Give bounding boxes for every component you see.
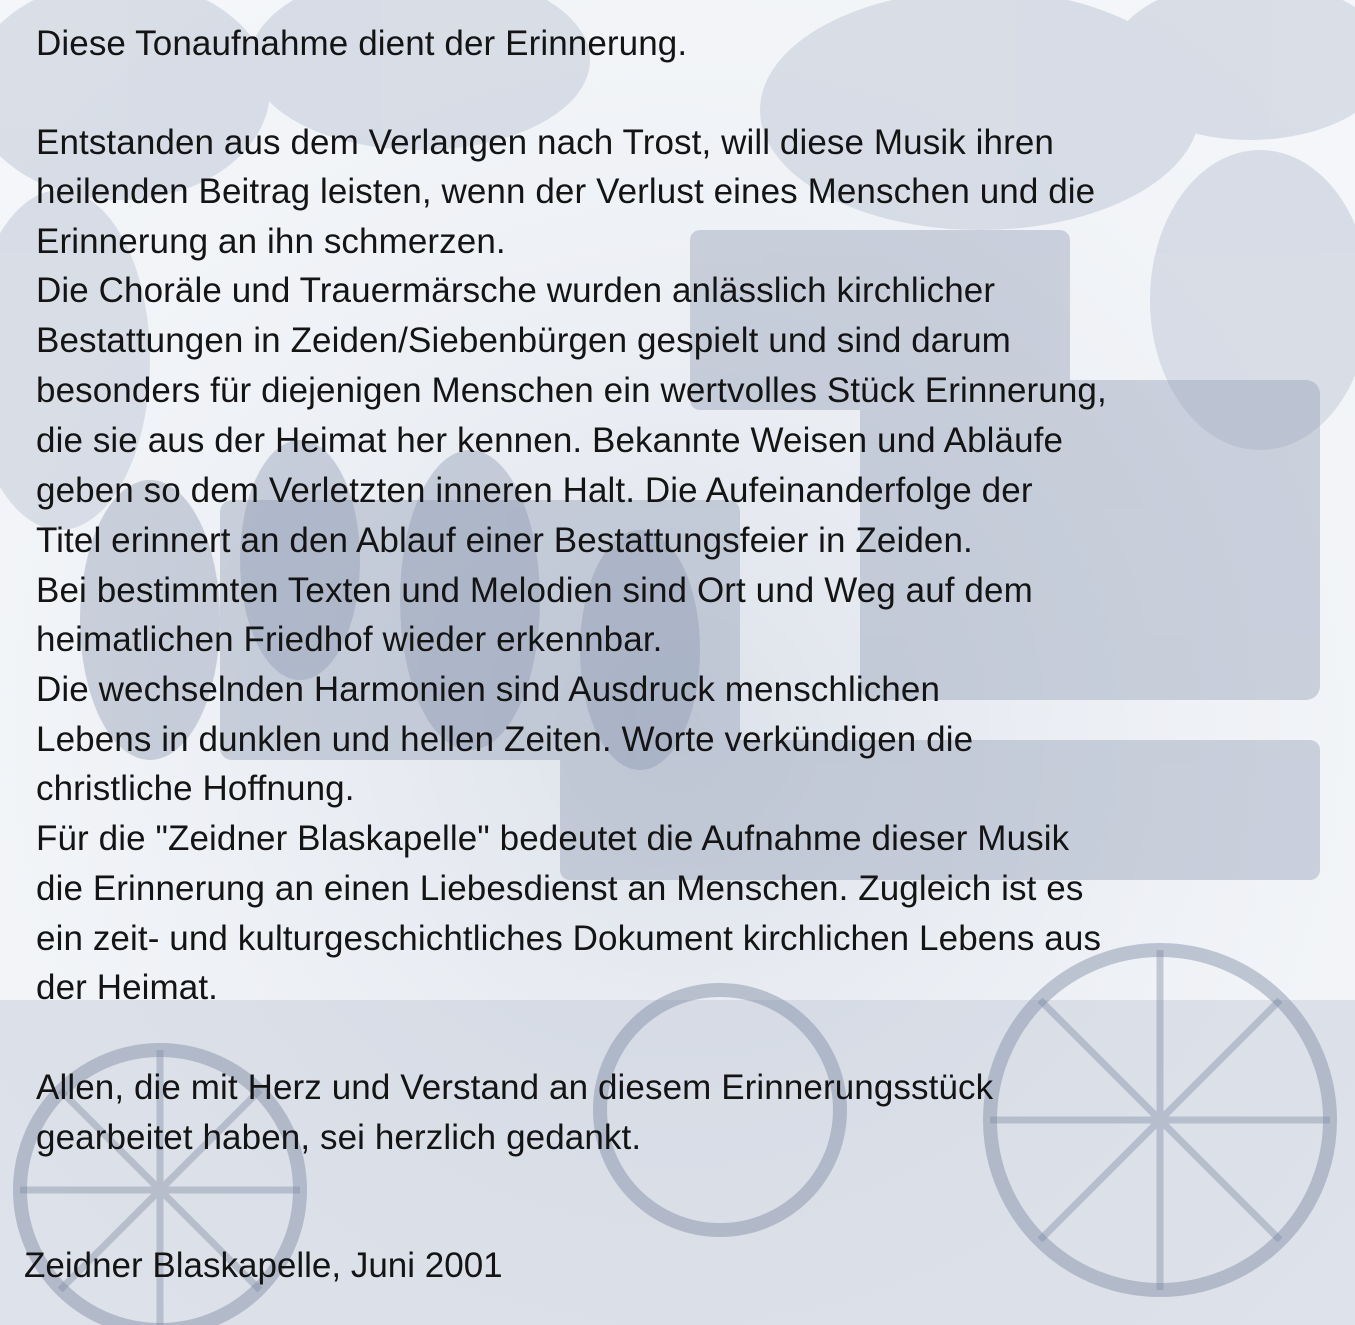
text-line: Erinnerung an ihn schmerzen. bbox=[36, 222, 506, 261]
text-line: Entstanden aus dem Verlangen nach Trost, will diese Musik ihren bbox=[36, 123, 1054, 162]
text-line: gearbeitet haben, sei herzlich gedankt. bbox=[36, 1118, 642, 1157]
text-line: besonders für diejenigen Menschen ein wertvolles Stück Erinnerung, bbox=[36, 371, 1107, 410]
text-line: heilenden Beitrag leisten, wenn der Verlust eines Menschen und die bbox=[36, 172, 1096, 211]
text-line: ein zeit- und kulturgeschichtliches Dokument kirchlichen Lebens aus bbox=[36, 919, 1102, 958]
text-line: der Heimat. bbox=[36, 968, 218, 1007]
text-line: die Erinnerung an einen Liebesdienst an Menschen. Zugleich ist es bbox=[36, 869, 1084, 908]
text-line: Bei bestimmten Texten und Melodien sind Ort und Weg auf dem bbox=[36, 571, 1033, 610]
text-line: Die wechselnden Harmonien sind Ausdruck menschlichen bbox=[36, 670, 941, 709]
text-line: die sie aus der Heimat her kennen. Bekannte Weisen und Abläufe bbox=[36, 421, 1064, 460]
text-line: Die Choräle und Trauermärsche wurden anlässlich kirchlicher bbox=[36, 271, 996, 310]
text-line: Bestattungen in Zeiden/Siebenbürgen gespielt und sind darum bbox=[36, 321, 1011, 360]
text-line: Diese Tonaufnahme dient der Erinnerung. bbox=[36, 24, 688, 63]
text-line: geben so dem Verletzten inneren Halt. Die Aufeinanderfolge der bbox=[36, 471, 1033, 510]
text-line: Allen, die mit Herz und Verstand an diesem Erinnerungsstück bbox=[36, 1068, 994, 1107]
text-line: heimatlichen Friedhof wieder erkennbar. bbox=[36, 620, 663, 659]
text-line: Für die "Zeidner Blaskapelle" bedeutet die Aufnahme dieser Musik bbox=[36, 819, 1070, 858]
text-line: christliche Hoffnung. bbox=[36, 769, 355, 808]
signature: Zeidner Blaskapelle, Juni 2001 bbox=[24, 1246, 503, 1285]
text-line: Lebens in dunklen und hellen Zeiten. Worte verkündigen die bbox=[36, 720, 974, 759]
text-line: Titel erinnert an den Ablauf einer Bestattungsfeier in Zeiden. bbox=[36, 521, 973, 560]
